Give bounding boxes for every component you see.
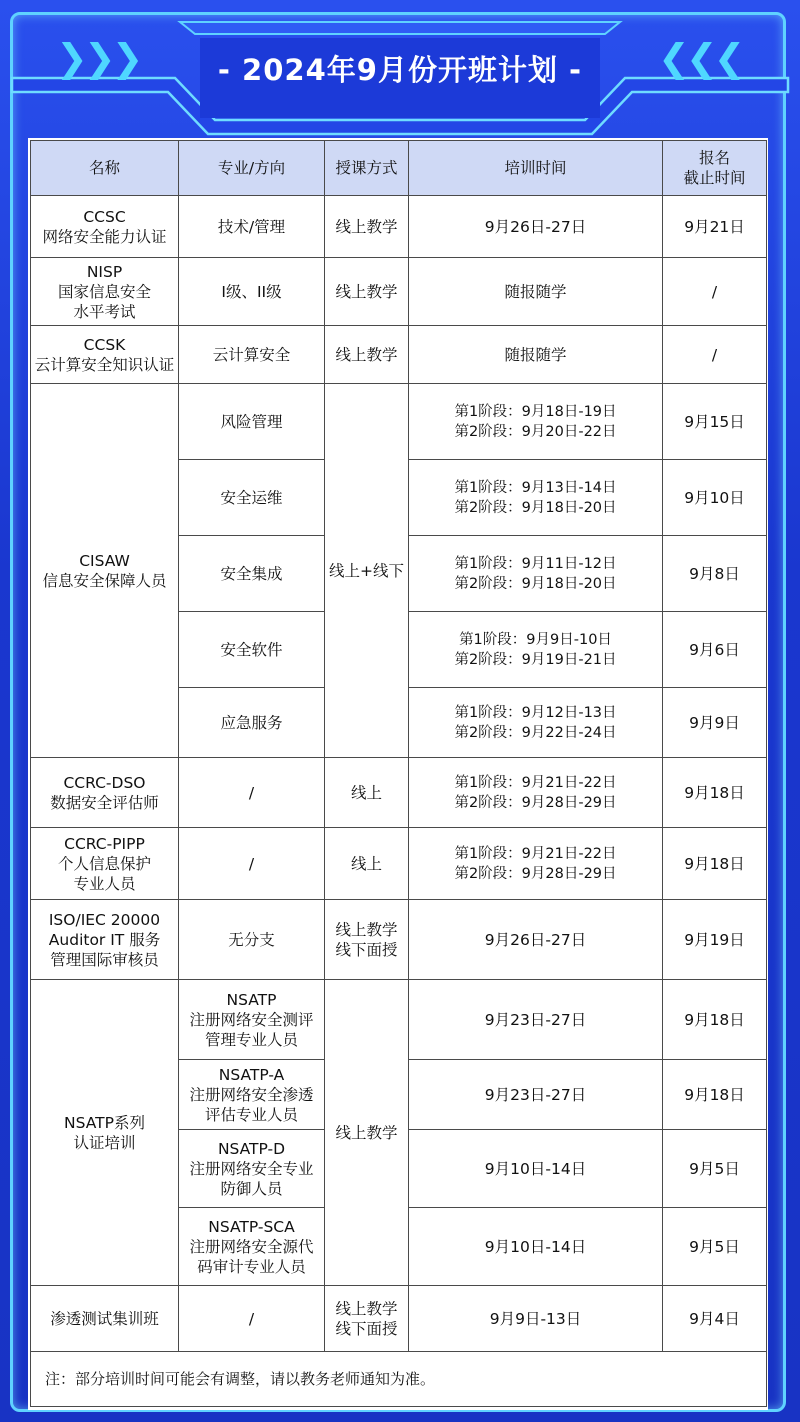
name-line: CCSC xyxy=(83,207,126,226)
cell-deadline: 9月5日 xyxy=(663,1130,767,1208)
cell-major: 应急服务 xyxy=(179,688,325,758)
cell-name: 渗透测试集训班 xyxy=(31,1286,179,1352)
major-line: 注册网络安全渗透 xyxy=(189,1085,314,1104)
cell-time xyxy=(409,688,663,758)
name-line: 信息安全保障人员 xyxy=(42,571,167,590)
stage-line: 第2阶段：9月18日-20日 xyxy=(454,575,617,592)
cell-mode: 线上 xyxy=(325,758,409,828)
cell-name xyxy=(31,384,179,758)
stage-line: 第1阶段：9月12日-13日 xyxy=(454,704,617,721)
name-line: 水平考试 xyxy=(73,302,136,321)
cell-deadline: 9月18日 xyxy=(663,980,767,1060)
table-header-row xyxy=(31,141,767,196)
cell-mode: 线上 xyxy=(325,828,409,900)
cell-time xyxy=(409,828,663,900)
stage-line: 第1阶段：9月9日-10日 xyxy=(459,631,612,648)
mode-line: 线上教学 xyxy=(335,920,398,939)
major-line: 管理专业人员 xyxy=(204,1030,298,1049)
cell-deadline: 9月6日 xyxy=(663,612,767,688)
stage-line: 第2阶段：9月19日-21日 xyxy=(454,651,617,668)
cell-major xyxy=(179,1060,325,1130)
major-line: 防御人员 xyxy=(220,1179,283,1198)
cell-major: 风险管理 xyxy=(179,384,325,460)
cell-time xyxy=(409,460,663,536)
cell-time: 9月10日-14日 xyxy=(409,1208,663,1286)
table-row xyxy=(31,196,767,258)
stage-line: 第2阶段：9月20日-22日 xyxy=(454,423,617,440)
cell-major xyxy=(179,1208,325,1286)
cell-time xyxy=(409,536,663,612)
major-line: NSATP-A xyxy=(218,1065,285,1084)
header-deadline-line2: 截止时间 xyxy=(683,169,746,187)
header-deadline xyxy=(663,141,767,196)
name-line: CCRC-PIPP xyxy=(64,834,145,853)
stage-line: 第1阶段：9月13日-14日 xyxy=(454,479,617,496)
stage-line: 第1阶段：9月21日-22日 xyxy=(454,845,617,862)
table-row xyxy=(31,758,767,828)
schedule-table xyxy=(30,140,767,1407)
mode-line: 线下面授 xyxy=(335,1319,398,1338)
cell-major: / xyxy=(179,1286,325,1352)
mode-line: 线上教学 xyxy=(335,1299,398,1318)
table-row xyxy=(31,828,767,900)
stage-line: 第2阶段：9月28日-29日 xyxy=(454,794,617,811)
stage-line: 第2阶段：9月18日-20日 xyxy=(454,499,617,516)
table-row xyxy=(31,980,767,1060)
cell-deadline: 9月9日 xyxy=(663,688,767,758)
cell-deadline: 9月10日 xyxy=(663,460,767,536)
cell-major: 无分支 xyxy=(179,900,325,980)
cell-major: 云计算安全 xyxy=(179,326,325,384)
cell-major xyxy=(179,1130,325,1208)
name-line: NISP xyxy=(86,262,123,281)
cell-major: 安全运维 xyxy=(179,460,325,536)
major-line: 评估专业人员 xyxy=(204,1105,298,1124)
cell-time: 9月26日-27日 xyxy=(409,196,663,258)
major-line: NSATP-D xyxy=(217,1139,286,1158)
cell-mode: 线上教学 xyxy=(325,980,409,1286)
cell-deadline: 9月5日 xyxy=(663,1208,767,1286)
cell-time xyxy=(409,384,663,460)
cell-major: / xyxy=(179,758,325,828)
cell-mode: 线上教学 xyxy=(325,258,409,326)
name-line: Auditor IT 服务 xyxy=(48,930,161,949)
name-line: 个人信息保护 xyxy=(57,854,151,873)
name-line: 专业人员 xyxy=(73,874,136,893)
cell-name xyxy=(31,196,179,258)
stage-line: 第1阶段：9月21日-22日 xyxy=(454,774,617,791)
name-line: 数据安全评估师 xyxy=(50,793,159,812)
cell-mode: 线上+线下 xyxy=(325,384,409,758)
major-line: NSATP xyxy=(226,990,277,1009)
cell-major xyxy=(179,980,325,1060)
cell-name xyxy=(31,758,179,828)
cell-major: 安全软件 xyxy=(179,612,325,688)
cell-major: 安全集成 xyxy=(179,536,325,612)
table-row xyxy=(31,326,767,384)
cell-mode: 线上教学 xyxy=(325,196,409,258)
header-time: 培训时间 xyxy=(409,141,663,196)
cell-name xyxy=(31,326,179,384)
name-line: CCSK xyxy=(83,335,126,354)
table-row xyxy=(31,384,767,460)
name-line: ISO/IEC 20000 xyxy=(48,910,161,929)
cell-mode: 线上教学 xyxy=(325,326,409,384)
name-line: CCRC-DSO xyxy=(63,773,146,792)
name-line: 云计算安全知识认证 xyxy=(34,355,175,374)
cell-time: 随报随学 xyxy=(409,258,663,326)
table-row xyxy=(31,258,767,326)
header-major: 专业/方向 xyxy=(179,141,325,196)
name-line: NSATP系列 xyxy=(64,1113,145,1132)
table-row xyxy=(31,1286,767,1352)
cell-name xyxy=(31,828,179,900)
cell-deadline: 9月21日 xyxy=(663,196,767,258)
name-line: 网络安全能力认证 xyxy=(42,227,167,246)
cell-mode xyxy=(325,900,409,980)
cell-time: 9月23日-27日 xyxy=(409,1060,663,1130)
cell-name xyxy=(31,900,179,980)
cell-deadline: 9月4日 xyxy=(663,1286,767,1352)
cell-time: 9月23日-27日 xyxy=(409,980,663,1060)
major-line: 码审计专业人员 xyxy=(197,1257,306,1276)
table-row xyxy=(31,900,767,980)
cell-major: / xyxy=(179,828,325,900)
cell-time xyxy=(409,758,663,828)
major-line: 注册网络安全源代 xyxy=(189,1237,314,1256)
cell-deadline: 9月19日 xyxy=(663,900,767,980)
cell-time: 随报随学 xyxy=(409,326,663,384)
cell-time xyxy=(409,612,663,688)
stage-line: 第2阶段：9月28日-29日 xyxy=(454,865,617,882)
cell-deadline: 9月18日 xyxy=(663,1060,767,1130)
stage-line: 第1阶段：9月11日-12日 xyxy=(454,555,617,572)
name-line: CISAW xyxy=(79,551,130,570)
note-text: 注：部分培训时间可能会有调整，请以教务老师通知为准。 xyxy=(31,1352,767,1407)
chevron-right-icon: ❯❯❯ xyxy=(56,36,140,80)
note-row xyxy=(31,1352,767,1407)
stage-line: 第1阶段：9月18日-19日 xyxy=(454,403,617,420)
cell-name xyxy=(31,258,179,326)
major-line: 注册网络安全测评 xyxy=(189,1010,314,1029)
page-title: - 2024年9月份开班计划 - xyxy=(217,53,583,87)
cell-deadline: 9月8日 xyxy=(663,536,767,612)
cell-mode xyxy=(325,1286,409,1352)
cell-time: 9月26日-27日 xyxy=(409,900,663,980)
major-line: NSATP-SCA xyxy=(208,1217,295,1236)
cell-time: 9月9日-13日 xyxy=(409,1286,663,1352)
name-line: 国家信息安全 xyxy=(57,282,151,301)
mode-line: 线下面授 xyxy=(335,940,398,959)
name-line: 管理国际审核员 xyxy=(50,950,159,969)
name-line: 认证培训 xyxy=(73,1133,136,1152)
cell-name xyxy=(31,980,179,1286)
chevron-left-icon: ❮❮❮ xyxy=(658,36,742,80)
cell-major: 技术/管理 xyxy=(179,196,325,258)
cell-deadline: 9月18日 xyxy=(663,828,767,900)
header-mode: 授课方式 xyxy=(325,141,409,196)
cell-deadline: / xyxy=(663,326,767,384)
major-line: 注册网络安全专业 xyxy=(189,1159,314,1178)
cell-time: 9月10日-14日 xyxy=(409,1130,663,1208)
stage-line: 第2阶段：9月22日-24日 xyxy=(454,724,617,741)
cell-major: I级、II级 xyxy=(179,258,325,326)
header-name: 名称 xyxy=(31,141,179,196)
header-deadline-line1: 报名 xyxy=(698,149,730,167)
cell-deadline: 9月18日 xyxy=(663,758,767,828)
cell-deadline: / xyxy=(663,258,767,326)
cell-deadline: 9月15日 xyxy=(663,384,767,460)
